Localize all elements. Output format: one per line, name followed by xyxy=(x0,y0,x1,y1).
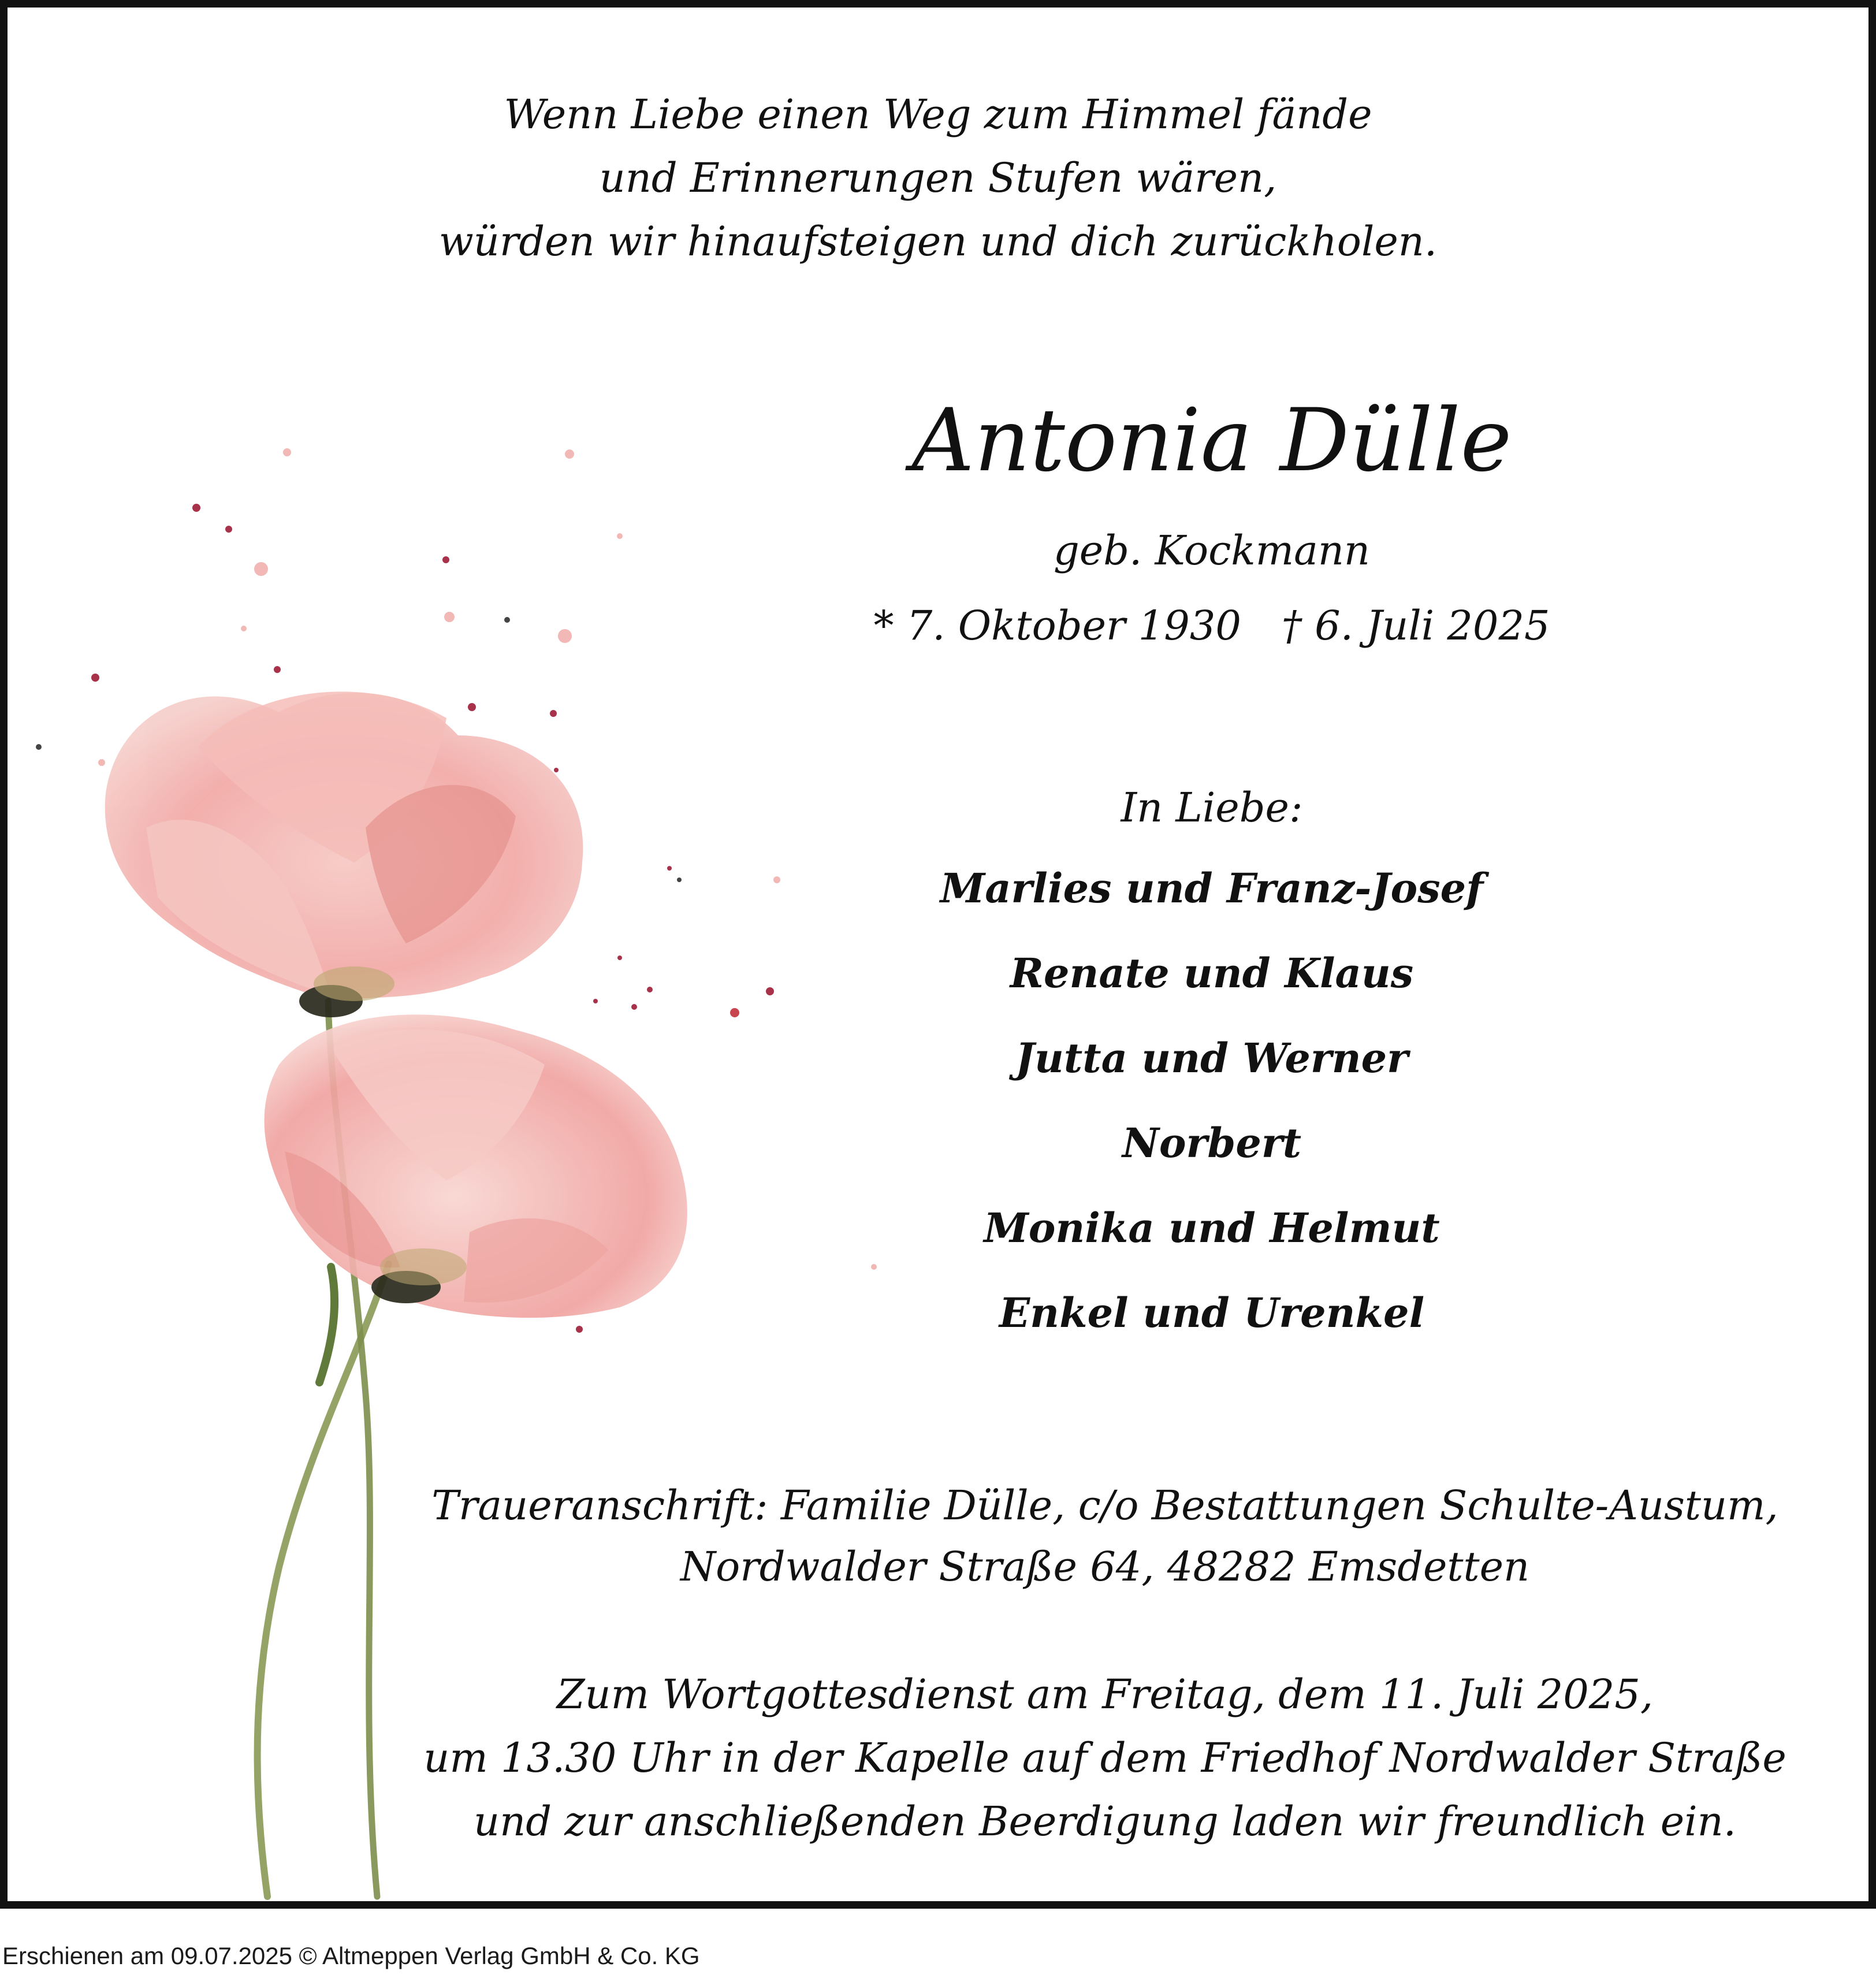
verse-line: würden wir hinaufsteigen und dich zurückholen. xyxy=(438,218,1438,265)
mourner-name: Renate und Klaus xyxy=(1010,949,1414,997)
birth-date: * 7. Oktober 1930 xyxy=(873,602,1241,649)
service-invitation xyxy=(412,1663,1798,1853)
address-line: Traueranschrift: Familie Dülle, c/o Bestattungen Schulte-Austum, xyxy=(431,1482,1778,1529)
verse-line: Wenn Liebe einen Weg zum Himmel fände xyxy=(504,91,1372,138)
address-line: Nordwalder Straße 64, 48282 Emsdetten xyxy=(680,1543,1530,1590)
mourner-name: Jutta und Werner xyxy=(1015,1034,1409,1082)
service-line: um 13.30 Uhr in der Kapelle auf dem Friedhof Nordwalder Straße xyxy=(423,1734,1786,1782)
publication-footer: Erschienen am 09.07.2025 © Altmeppen Verlag GmbH & Co. KG xyxy=(2,1942,700,1969)
death-date: † 6. Juli 2025 xyxy=(1281,602,1550,649)
verse-line: und Erinnerungen Stufen wären, xyxy=(599,154,1277,202)
mourners-list xyxy=(816,860,1607,1369)
maiden-name: geb. Kockmann xyxy=(1053,527,1370,574)
mourner-name: Marlies und Franz-Josef xyxy=(940,864,1484,912)
mourning-address xyxy=(412,1475,1798,1597)
verse xyxy=(8,83,1868,273)
mourners-label: In Liebe: xyxy=(1121,784,1303,831)
life-dates xyxy=(816,597,1607,655)
mourner-name: Norbert xyxy=(1122,1119,1302,1167)
mourner-name: Monika und Helmut xyxy=(984,1204,1440,1252)
service-line: und zur anschließenden Beerdigung laden wir freundlich ein. xyxy=(474,1798,1736,1845)
mourner-name: Enkel und Urenkel xyxy=(999,1289,1425,1337)
deceased-name: Antonia Dülle xyxy=(911,391,1512,491)
service-line: Zum Wortgottesdienst am Freitag, dem 11. Juli 2025, xyxy=(556,1671,1654,1718)
